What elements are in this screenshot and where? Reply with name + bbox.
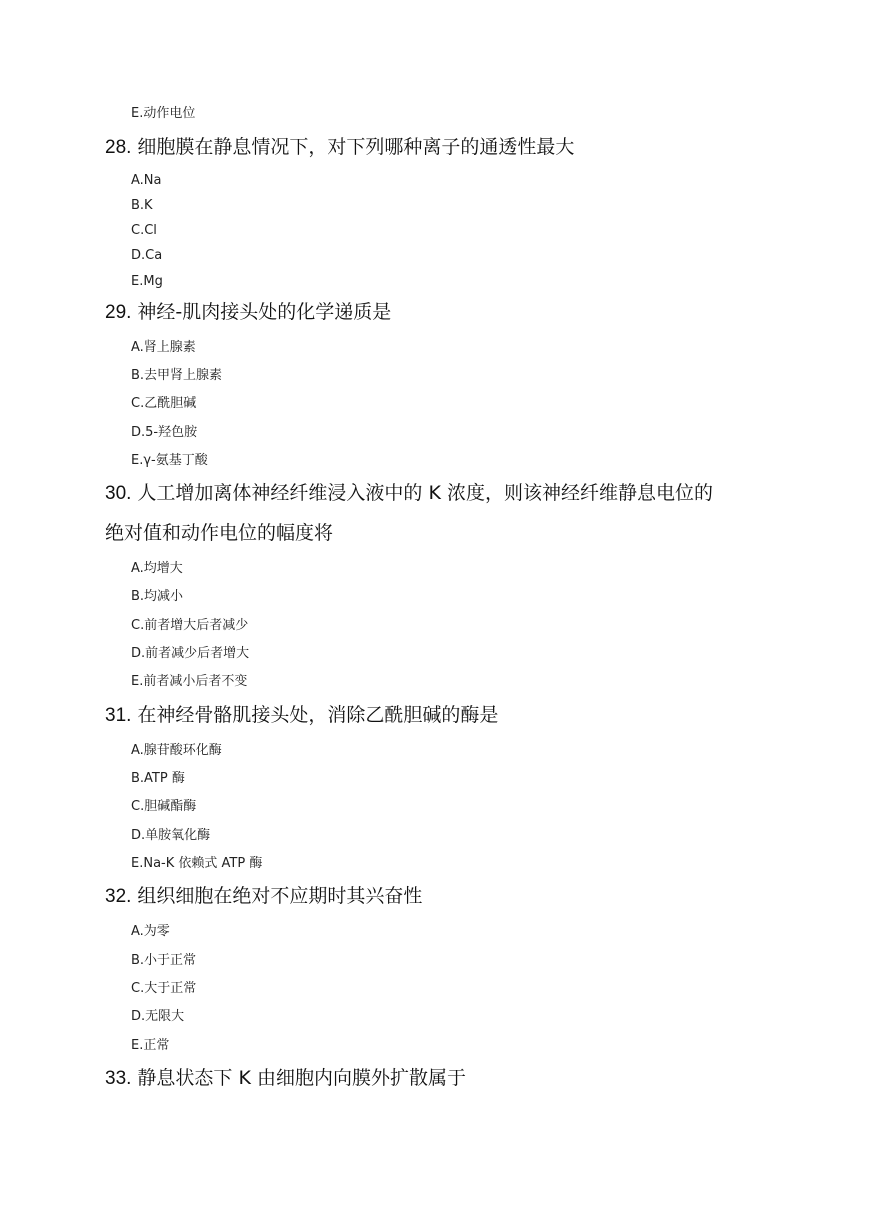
q30-number: 30. (105, 483, 132, 504)
q30-option-e: E.前者减小后者不变 (131, 674, 248, 689)
q30-option-b: B.均减小 (131, 589, 184, 604)
q31-number: 31. (105, 705, 132, 726)
q33-number: 33. (105, 1068, 132, 1089)
q31-option-e: E.Na-K 依赖式 ATP 酶 (131, 856, 263, 871)
q30-stem (105, 481, 713, 506)
q32-option-e: E.正常 (131, 1038, 170, 1053)
q28-number: 28. (105, 137, 132, 158)
q32-option-a: A.为零 (131, 924, 170, 939)
q31-stem (105, 703, 498, 728)
q30-option-d: D.前者减少后者增大 (131, 646, 250, 661)
q29-stem (105, 300, 391, 325)
q29-option-e: E.γ-氨基丁酸 (131, 453, 208, 468)
q28-option-d: D.Ca (131, 248, 163, 263)
q30-stem-line2: 绝对值和动作电位的幅度将 (105, 522, 334, 544)
q28-option-a: A.Na (131, 173, 162, 188)
q32-text: 组织细胞在绝对不应期时其兴奋性 (137, 885, 423, 907)
q32-option-c: C.大于正常 (131, 981, 197, 996)
q29-number: 29. (105, 302, 132, 323)
q31-text: 在神经骨骼肌接头处，消除乙酰胆碱的酶是 (137, 704, 499, 726)
q31-option-d: D.单胺氧化酶 (131, 828, 211, 843)
q29-option-a: A.肾上腺素 (131, 340, 196, 355)
q33-text: 静息状态下 K 由细胞内向膜外扩散属于 (137, 1067, 466, 1089)
q32-stem (105, 884, 422, 909)
q32-number: 32. (105, 886, 132, 907)
q32-option-d: D.无限大 (131, 1009, 185, 1024)
q33-stem (105, 1066, 466, 1091)
q30-option-a: A.均增大 (131, 561, 183, 576)
q27-option-e: E.动作电位 (131, 106, 196, 121)
q32-option-b: B.小于正常 (131, 953, 197, 968)
q28-option-e: E.Mg (131, 274, 163, 289)
q29-option-b: B.去甲肾上腺素 (131, 368, 223, 383)
q30-text: 人工增加离体神经纤维浸入液中的 K 浓度，则该神经纤维静息电位的 (137, 482, 713, 504)
q28-text: 细胞膜在静息情况下，对下列哪种离子的通透性最大 (137, 136, 575, 158)
q28-option-c: C.Cl (131, 223, 157, 238)
q31-option-c: C.胆碱酯酶 (131, 799, 197, 814)
q29-option-c: C.乙酰胆碱 (131, 396, 197, 411)
q29-option-d: D.5-羟色胺 (131, 425, 198, 440)
q30-option-c: C.前者增大后者减少 (131, 618, 249, 633)
q31-option-b: B.ATP 酶 (131, 771, 185, 786)
q31-option-a: A.腺苷酸环化酶 (131, 743, 222, 758)
q28-stem (105, 135, 574, 160)
q29-text: 神经-肌肉接头处的化学递质是 (137, 301, 392, 323)
q28-option-b: B.K (131, 198, 153, 213)
